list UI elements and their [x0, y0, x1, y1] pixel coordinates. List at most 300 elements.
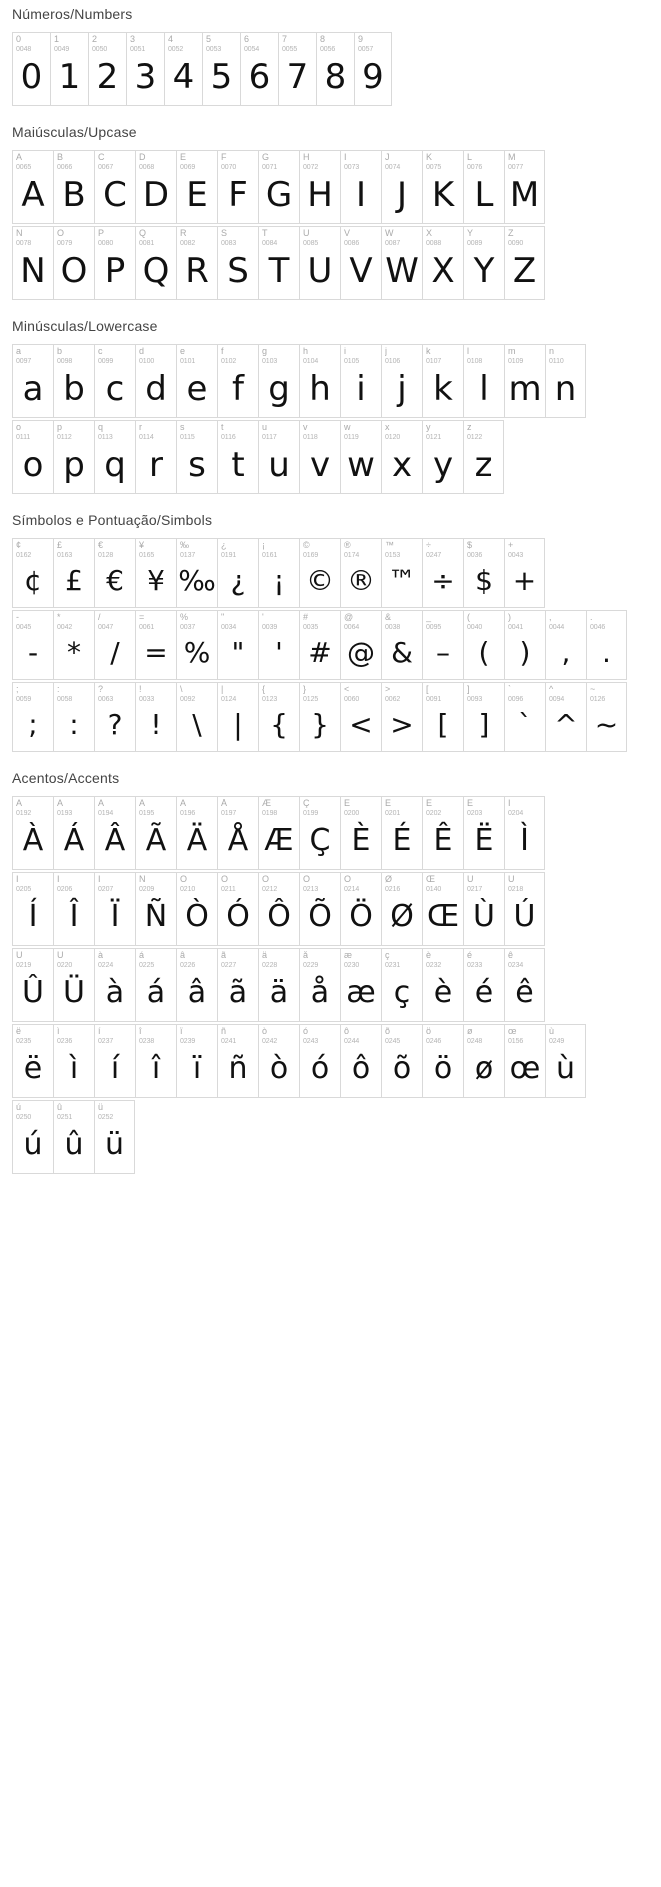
glyph-code-label: 0073	[344, 164, 360, 171]
glyph-cell[interactable]	[88, 32, 126, 106]
glyph-cell[interactable]	[340, 150, 381, 224]
glyph-cell[interactable]	[422, 948, 463, 1022]
glyph-char-label: F	[221, 153, 227, 162]
glyph-cell[interactable]	[12, 538, 53, 608]
glyph-cell[interactable]	[545, 344, 586, 418]
glyph-char-label: 4	[168, 35, 174, 44]
glyph-cell[interactable]	[94, 1024, 135, 1098]
glyph-cell[interactable]	[94, 1100, 135, 1174]
glyph-cell[interactable]	[135, 538, 176, 608]
glyph-code-label: 0232	[426, 962, 442, 969]
glyph-cell[interactable]	[53, 344, 94, 418]
glyph-cell[interactable]	[135, 948, 176, 1022]
glyph-cell[interactable]	[463, 420, 504, 494]
glyph-display: 3	[134, 57, 157, 98]
glyph-char-label: B	[57, 153, 64, 162]
glyph-cell[interactable]	[217, 948, 258, 1022]
glyph-cell[interactable]	[135, 420, 176, 494]
glyph-meta	[464, 539, 504, 559]
glyph-cell[interactable]	[53, 420, 94, 494]
glyph-cell[interactable]	[422, 610, 463, 680]
glyph-display: ™	[388, 564, 416, 598]
glyph-cell[interactable]	[176, 872, 217, 946]
glyph-cell[interactable]	[299, 226, 340, 300]
glyph-cell[interactable]	[94, 344, 135, 418]
glyph-display: <	[349, 708, 373, 742]
glyph-cell[interactable]	[135, 682, 176, 752]
glyph-cell[interactable]	[94, 538, 135, 608]
glyph-char-label: å	[303, 951, 309, 960]
glyph-meta	[177, 949, 217, 969]
glyph-cell[interactable]	[258, 150, 299, 224]
glyph-char-label: 5	[206, 35, 212, 44]
glyph-meta	[95, 949, 135, 969]
glyph-cell[interactable]	[217, 796, 258, 870]
glyph-display: ê	[515, 975, 534, 1011]
glyph-code-label: 0066	[57, 164, 73, 171]
glyph-cell[interactable]	[381, 538, 422, 608]
glyph-cell[interactable]	[504, 538, 545, 608]
glyph-display: l	[479, 369, 489, 410]
glyph-display: B	[62, 175, 86, 216]
glyph-cell[interactable]	[504, 948, 545, 1022]
glyph-cell[interactable]	[176, 226, 217, 300]
glyph-cell[interactable]	[176, 538, 217, 608]
glyph-cell[interactable]	[53, 682, 94, 752]
glyph-cell[interactable]	[50, 32, 88, 106]
glyph-code-label: 0080	[98, 240, 114, 247]
glyph-cell[interactable]	[316, 32, 354, 106]
glyph-cell[interactable]	[504, 150, 545, 224]
glyph-code-label: 0220	[57, 962, 73, 969]
glyph-cell[interactable]	[12, 150, 53, 224]
glyph-cell[interactable]	[12, 796, 53, 870]
glyph-cell[interactable]	[217, 1024, 258, 1098]
glyph-meta	[177, 421, 217, 441]
glyph-code-label: 0199	[303, 810, 319, 817]
glyph-cell[interactable]	[135, 610, 176, 680]
glyph-meta	[136, 949, 176, 969]
glyph-cell[interactable]	[53, 1100, 94, 1174]
glyph-cell[interactable]	[53, 796, 94, 870]
glyph-cell[interactable]	[340, 420, 381, 494]
glyph-cell[interactable]	[422, 538, 463, 608]
glyph-cell[interactable]	[504, 1024, 545, 1098]
glyph-meta	[505, 611, 545, 631]
glyph-code-label: 0115	[180, 434, 195, 441]
glyph-cell[interactable]	[164, 32, 202, 106]
glyph-cell[interactable]	[463, 538, 504, 608]
glyph-cell[interactable]	[340, 538, 381, 608]
glyph-code-label: 0083	[221, 240, 237, 247]
glyph-meta	[505, 539, 544, 559]
glyph-cell[interactable]	[299, 538, 340, 608]
glyph-char-label: Q	[139, 229, 147, 238]
glyph-code-label: 0103	[262, 358, 278, 365]
glyph-cell[interactable]	[258, 344, 299, 418]
glyph-cell[interactable]	[504, 872, 545, 946]
glyph-cell[interactable]	[299, 948, 340, 1022]
glyph-char-label: ;	[16, 685, 19, 694]
glyph-cell[interactable]	[299, 420, 340, 494]
glyph-cell[interactable]	[545, 1024, 586, 1098]
glyph-cell[interactable]	[586, 610, 627, 680]
glyph-code-label: 0086	[344, 240, 360, 247]
glyph-code-label: 0084	[262, 240, 278, 247]
glyph-cell[interactable]	[381, 420, 422, 494]
glyph-display: ö	[433, 1051, 453, 1087]
glyph-display: N	[20, 251, 46, 292]
glyph-cell[interactable]	[53, 226, 94, 300]
glyph-cell[interactable]	[217, 420, 258, 494]
glyph-cell[interactable]	[12, 1100, 53, 1174]
glyph-code-label: 0205	[16, 886, 32, 893]
glyph-cell[interactable]	[504, 682, 545, 752]
glyph-char-label: œ	[508, 1027, 517, 1036]
glyph-char-label: Í	[16, 875, 19, 884]
glyph-char-label: v	[303, 423, 308, 432]
glyph-code-label: 0043	[508, 552, 524, 559]
glyph-meta	[341, 539, 381, 559]
glyph-cell[interactable]	[463, 796, 504, 870]
glyph-cell[interactable]	[422, 226, 463, 300]
glyph-display: "	[231, 636, 245, 670]
glyph-cell[interactable]	[217, 538, 258, 608]
glyph-cell[interactable]	[340, 872, 381, 946]
glyph-cell[interactable]	[135, 226, 176, 300]
glyph-display: Å	[227, 823, 249, 859]
glyph-cell[interactable]	[299, 796, 340, 870]
glyph-char-label: ¥	[139, 541, 145, 550]
glyph-cell[interactable]	[422, 872, 463, 946]
glyph-cell[interactable]	[463, 344, 504, 418]
glyph-cell[interactable]	[94, 150, 135, 224]
glyph-cell[interactable]	[463, 948, 504, 1022]
glyph-cell[interactable]	[258, 226, 299, 300]
glyph-cell[interactable]	[422, 682, 463, 752]
glyph-cell[interactable]	[586, 682, 627, 752]
glyph-char-label: b	[57, 347, 63, 356]
glyph-cell[interactable]	[94, 610, 135, 680]
glyph-code-label: 0247	[426, 552, 442, 559]
glyph-cell[interactable]	[278, 32, 316, 106]
glyph-char-label: Å	[221, 799, 228, 808]
glyph-meta	[218, 1025, 258, 1045]
glyph-code-label: 0108	[467, 358, 483, 365]
glyph-cell[interactable]	[504, 610, 545, 680]
glyph-char-label: á	[139, 951, 145, 960]
glyph-code-label: 0105	[344, 358, 360, 365]
glyph-code-label: 0049	[54, 46, 70, 53]
glyph-cell[interactable]	[340, 226, 381, 300]
glyph-cell[interactable]	[422, 344, 463, 418]
glyph-char-label: ó	[303, 1027, 309, 1036]
glyph-meta	[54, 797, 94, 817]
glyph-cell[interactable]	[258, 610, 299, 680]
glyph-code-label: 0248	[467, 1038, 483, 1045]
glyph-cell[interactable]	[126, 32, 164, 106]
glyph-meta	[464, 421, 503, 441]
glyph-code-label: 0082	[180, 240, 196, 247]
glyph-cell[interactable]	[94, 682, 135, 752]
glyph-cell[interactable]	[258, 948, 299, 1022]
glyph-char-label: ä	[262, 951, 268, 960]
glyph-display: 1	[58, 57, 81, 98]
glyph-cell[interactable]	[299, 682, 340, 752]
glyph-cell[interactable]	[135, 872, 176, 946]
glyph-char-label: æ	[344, 951, 353, 960]
glyph-cell[interactable]	[12, 226, 53, 300]
glyph-cell[interactable]	[12, 682, 53, 752]
glyph-code-label: 0114	[139, 434, 154, 441]
glyph-display: ç	[393, 975, 411, 1011]
glyph-cell[interactable]	[545, 682, 586, 752]
glyph-cell[interactable]	[94, 872, 135, 946]
glyph-char-label: %	[180, 613, 189, 622]
glyph-meta	[587, 611, 626, 631]
glyph-row	[12, 420, 649, 494]
glyph-display: O	[60, 251, 88, 292]
glyph-cell[interactable]	[381, 344, 422, 418]
glyph-display: G	[265, 175, 293, 216]
glyph-cell[interactable]	[258, 420, 299, 494]
glyph-display: –	[436, 636, 450, 670]
glyph-display: ì	[69, 1051, 79, 1087]
glyph-cell[interactable]	[258, 1024, 299, 1098]
glyph-meta	[95, 873, 135, 893]
glyph-cell[interactable]	[12, 344, 53, 418]
glyph-display: è	[433, 975, 453, 1011]
glyph-cell[interactable]	[422, 796, 463, 870]
glyph-code-label: 0217	[467, 886, 483, 893]
glyph-cell[interactable]	[340, 796, 381, 870]
glyph-cell[interactable]	[354, 32, 392, 106]
glyph-display: m	[508, 369, 542, 410]
glyph-row	[12, 796, 649, 870]
glyph-cell[interactable]	[176, 1024, 217, 1098]
glyph-meta	[300, 227, 340, 247]
glyph-cell[interactable]	[135, 796, 176, 870]
glyph-char-label: R	[180, 229, 187, 238]
glyph-cell[interactable]	[94, 420, 135, 494]
glyph-cell[interactable]	[258, 796, 299, 870]
glyph-cell[interactable]	[340, 1024, 381, 1098]
glyph-code-label: 0053	[206, 46, 222, 53]
glyph-cell[interactable]	[504, 796, 545, 870]
glyph-code-label: 0128	[98, 552, 114, 559]
glyph-cell[interactable]	[381, 1024, 422, 1098]
glyph-code-label: 0191	[221, 552, 237, 559]
glyph-cell[interactable]	[53, 948, 94, 1022]
glyph-char-label: Ô	[262, 875, 270, 884]
glyph-cell[interactable]	[463, 150, 504, 224]
glyph-code-label: 0126	[590, 696, 606, 703]
glyph-cell[interactable]	[381, 150, 422, 224]
glyph-cell[interactable]	[12, 872, 53, 946]
glyph-meta	[95, 539, 135, 559]
glyph-cell[interactable]	[340, 344, 381, 418]
glyph-cell[interactable]	[53, 610, 94, 680]
glyph-display: )	[519, 636, 531, 670]
glyph-cell[interactable]	[340, 610, 381, 680]
glyph-cell[interactable]	[217, 682, 258, 752]
glyph-meta	[464, 873, 504, 893]
glyph-row	[12, 150, 649, 224]
glyph-cell[interactable]	[381, 610, 422, 680]
glyph-char-label: £	[57, 541, 63, 550]
glyph-cell[interactable]	[176, 948, 217, 1022]
glyph-code-label: 0245	[385, 1038, 401, 1045]
glyph-cell[interactable]	[381, 948, 422, 1022]
glyph-cell[interactable]	[12, 420, 53, 494]
glyph-cell[interactable]	[53, 872, 94, 946]
glyph-display: Á	[63, 823, 85, 859]
glyph-display: K	[431, 175, 455, 216]
glyph-row	[12, 1024, 649, 1098]
glyph-code-label: 0034	[221, 624, 237, 631]
glyph-display: û	[64, 1127, 84, 1163]
glyph-cell[interactable]	[340, 682, 381, 752]
glyph-code-label: 0111	[16, 434, 31, 441]
glyph-cell[interactable]	[12, 948, 53, 1022]
glyph-cell[interactable]	[94, 226, 135, 300]
glyph-meta	[13, 345, 53, 365]
glyph-cell[interactable]	[381, 682, 422, 752]
glyph-cell[interactable]	[422, 150, 463, 224]
glyph-meta	[54, 873, 94, 893]
glyph-code-label: 0076	[467, 164, 483, 171]
glyph-meta	[218, 421, 258, 441]
glyph-cell[interactable]	[135, 150, 176, 224]
glyph-display: %	[183, 636, 211, 670]
glyph-char-label: O	[57, 229, 65, 238]
glyph-meta	[13, 683, 53, 703]
glyph-cell[interactable]	[135, 344, 176, 418]
glyph-cell[interactable]	[94, 948, 135, 1022]
glyph-meta	[259, 683, 299, 703]
glyph-display: Í	[28, 899, 38, 935]
glyph-cell[interactable]	[202, 32, 240, 106]
glyph-char-label: ã	[221, 951, 227, 960]
glyph-code-label: 0061	[139, 624, 155, 631]
glyph-char-label: +	[508, 541, 514, 550]
glyph-display: ë	[23, 1051, 43, 1087]
glyph-char-label: 8	[320, 35, 326, 44]
glyph-display: I	[355, 175, 367, 216]
glyph-cell[interactable]	[504, 344, 545, 418]
glyph-cell[interactable]	[299, 872, 340, 946]
glyph-cell[interactable]	[258, 682, 299, 752]
glyph-code-label: 0210	[180, 886, 196, 893]
glyph-cell[interactable]	[217, 872, 258, 946]
glyph-cell[interactable]	[381, 796, 422, 870]
glyph-cell[interactable]	[217, 226, 258, 300]
glyph-code-label: 0064	[344, 624, 360, 631]
glyph-cell[interactable]	[12, 32, 50, 106]
glyph-cell[interactable]	[176, 344, 217, 418]
glyph-cell[interactable]	[340, 948, 381, 1022]
glyph-code-label: 0252	[98, 1114, 114, 1121]
glyph-cell[interactable]	[176, 796, 217, 870]
glyph-cell[interactable]	[463, 682, 504, 752]
glyph-cell[interactable]	[299, 150, 340, 224]
glyph-display: Z	[512, 251, 537, 292]
glyph-cell[interactable]	[176, 682, 217, 752]
glyph-code-label: 0039	[262, 624, 278, 631]
glyph-display: ‰	[178, 564, 216, 598]
glyph-cell[interactable]	[53, 538, 94, 608]
glyph-cell[interactable]	[53, 1024, 94, 1098]
glyph-cell[interactable]	[463, 226, 504, 300]
glyph-cell[interactable]	[463, 1024, 504, 1098]
glyph-cell[interactable]	[381, 872, 422, 946]
glyph-cell[interactable]	[176, 150, 217, 224]
glyph-code-label: 0092	[180, 696, 196, 703]
glyph-cell[interactable]	[463, 610, 504, 680]
glyph-display: p	[63, 445, 85, 486]
glyph-cell[interactable]	[258, 538, 299, 608]
glyph-cell[interactable]	[135, 1024, 176, 1098]
glyph-cell[interactable]	[299, 344, 340, 418]
glyph-code-label: 0065	[16, 164, 32, 171]
glyph-code-label: 0207	[98, 886, 114, 893]
glyph-display: Î	[69, 899, 79, 935]
glyph-cell[interactable]	[176, 610, 217, 680]
glyph-display: h	[309, 369, 331, 410]
glyph-code-label: 0097	[16, 358, 32, 365]
glyph-cell[interactable]	[176, 420, 217, 494]
glyph-meta	[423, 421, 463, 441]
glyph-cell[interactable]	[240, 32, 278, 106]
glyph-meta	[13, 421, 53, 441]
glyph-meta	[218, 873, 258, 893]
glyph-cell[interactable]	[12, 1024, 53, 1098]
glyph-meta	[51, 33, 88, 53]
glyph-code-label: 0101	[180, 358, 196, 365]
glyph-cell[interactable]	[299, 1024, 340, 1098]
glyph-char-label: [	[426, 685, 429, 694]
glyph-cell[interactable]	[422, 1024, 463, 1098]
glyph-cell[interactable]	[217, 344, 258, 418]
glyph-cell[interactable]	[422, 420, 463, 494]
glyph-display: J	[396, 175, 408, 216]
glyph-code-label: 0068	[139, 164, 155, 171]
glyph-cell[interactable]	[217, 150, 258, 224]
glyph-meta	[95, 421, 135, 441]
glyph-cell[interactable]	[12, 610, 53, 680]
glyph-display: ä	[269, 975, 289, 1011]
glyph-code-label: 0094	[549, 696, 565, 703]
glyph-meta	[300, 683, 340, 703]
glyph-char-label: ê	[508, 951, 514, 960]
glyph-cell[interactable]	[545, 610, 586, 680]
glyph-display: á	[146, 975, 166, 1011]
glyph-cell[interactable]	[53, 150, 94, 224]
glyph-cell[interactable]	[217, 610, 258, 680]
glyph-cell[interactable]	[504, 226, 545, 300]
glyph-display: {	[270, 708, 288, 742]
glyph-code-label: 0120	[385, 434, 401, 441]
glyph-cell[interactable]	[258, 872, 299, 946]
glyph-display: å	[310, 975, 330, 1011]
glyph-meta	[13, 611, 53, 631]
glyph-cell[interactable]	[299, 610, 340, 680]
glyph-meta	[203, 33, 240, 53]
glyph-cell[interactable]	[94, 796, 135, 870]
glyph-cell[interactable]	[463, 872, 504, 946]
glyph-code-label: 0093	[467, 696, 483, 703]
glyph-cell[interactable]	[381, 226, 422, 300]
